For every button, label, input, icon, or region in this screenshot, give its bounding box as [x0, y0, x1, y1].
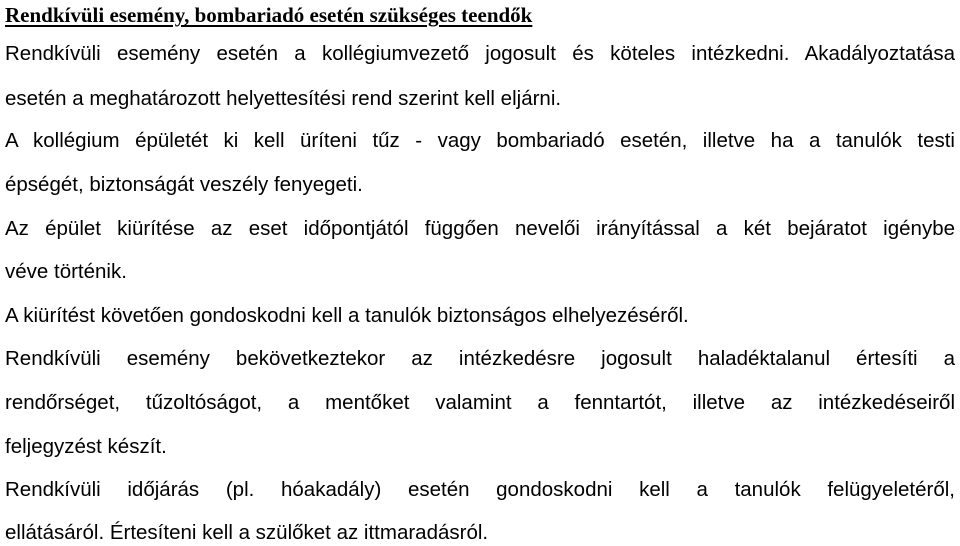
paragraph-line: véve történik.: [5, 260, 127, 283]
paragraph-line: rendőrséget, tűzoltóságot, a mentőket valamint a fenntartót, illetve az intézkedéseiről: [5, 391, 955, 414]
paragraph-line: ellátásáról. Értesíteni kell a szülőket az ittmaradásról.: [5, 521, 489, 544]
section-heading: Rendkívüli esemény, bombariadó esetén szükséges teendők: [5, 3, 533, 27]
paragraph-line: feljegyzést készít.: [5, 435, 167, 458]
paragraph-line: épségét, biztonságát veszély fenyegeti.: [5, 173, 363, 196]
paragraph-line: A kollégium épületét ki kell üríteni tűz - vagy bombariadó esetén, illetve ha a tanulók testi: [5, 129, 955, 152]
paragraph-line: esetén a meghatározott helyettesítési rend szerint kell eljárni.: [5, 87, 562, 110]
paragraph-line: Rendkívüli esemény esetén a kollégiumvezető jogosult és köteles intézkedni. Akadályoztatása: [5, 42, 955, 65]
paragraph-line: Az épület kiürítése az eset időpontjától függően nevelői irányítással a két bejáratot igénybe: [5, 217, 955, 240]
paragraph-line: Rendkívüli esemény bekövetkeztekor az intézkedésre jogosult haladéktalanul értesíti a: [5, 347, 955, 370]
paragraph-line: A kiürítést követően gondoskodni kell a tanulók biztonságos elhelyezéséről.: [5, 304, 689, 327]
paragraph-line: Rendkívüli időjárás (pl. hóakadály) esetén gondoskodni kell a tanulók felügyeletéről,: [5, 478, 955, 501]
